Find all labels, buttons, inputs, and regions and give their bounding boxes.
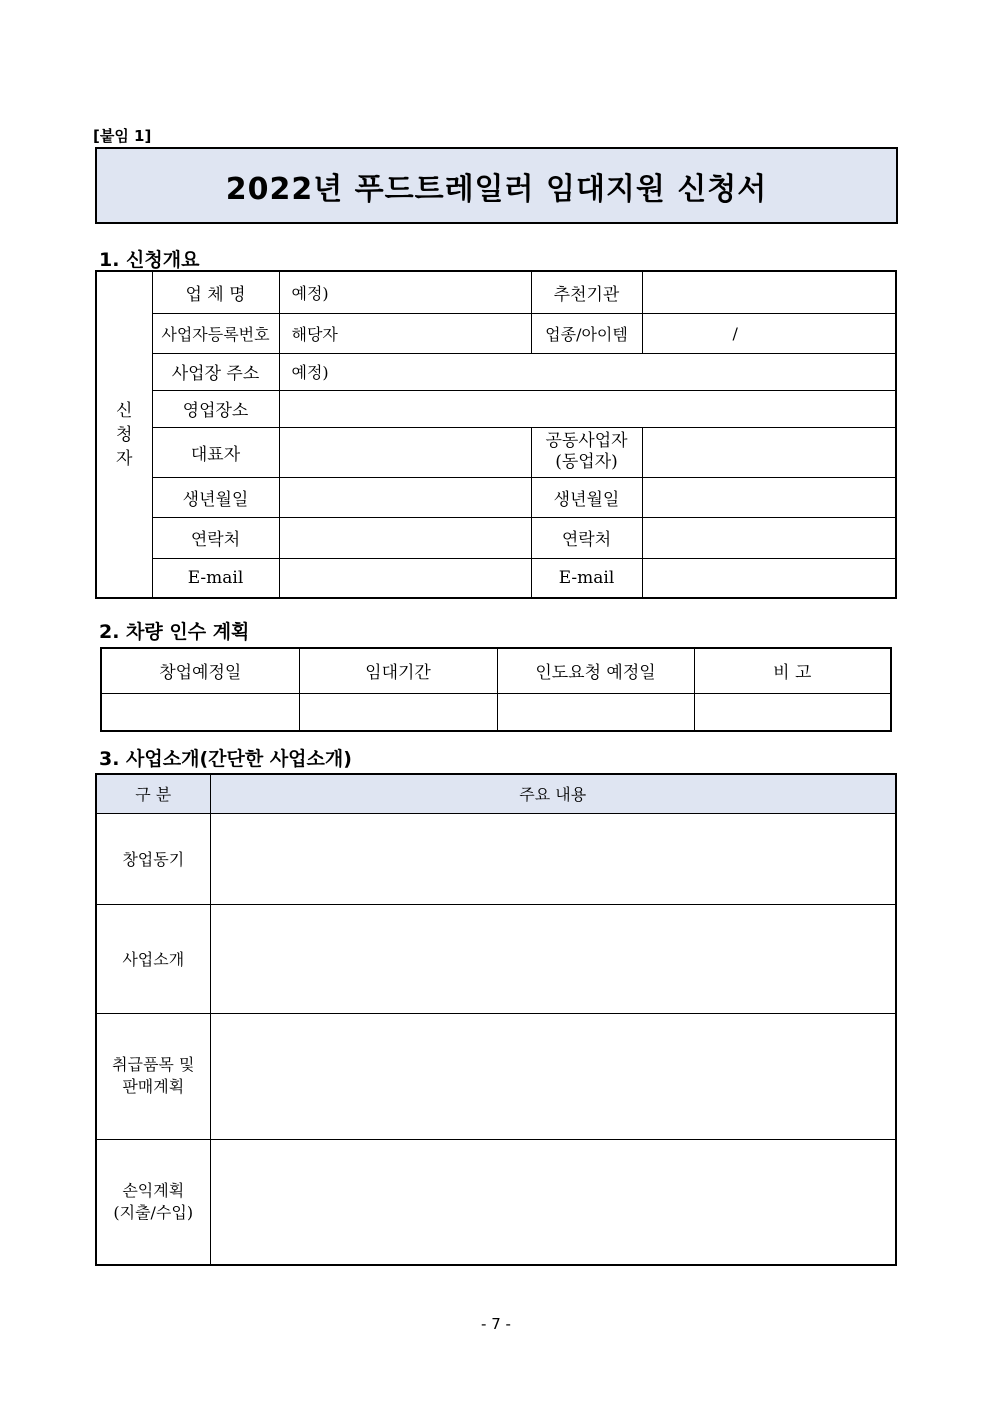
representative-label: 대표자 <box>152 427 279 477</box>
company-name-field[interactable]: 예정) <box>279 271 531 313</box>
joint-birthdate-field[interactable] <box>642 477 896 517</box>
joint-owner-field[interactable] <box>642 427 896 477</box>
form-title: 2022년 푸드트레일러 임대지원 신청서 <box>225 171 768 207</box>
joint-birthdate-label: 생년월일 <box>531 477 642 517</box>
col-remarks: 비 고 <box>694 648 891 693</box>
email-field[interactable] <box>279 558 531 598</box>
contact-label: 연락처 <box>152 517 279 558</box>
birthdate-label: 생년월일 <box>152 477 279 517</box>
applicant-side-label: 신 청 자 <box>96 271 152 598</box>
biz-reg-label: 사업자등록번호 <box>152 313 279 353</box>
col-startup-date: 창업예정일 <box>101 648 299 693</box>
remarks-field[interactable] <box>694 693 891 731</box>
col-main-content: 주요 내용 <box>210 774 896 813</box>
profit-loss-plan-field[interactable] <box>210 1139 896 1265</box>
recommender-label: 추천기관 <box>531 271 642 313</box>
startup-date-field[interactable] <box>101 693 299 731</box>
section3-heading: 3. 사업소개(간단한 사업소개) <box>99 748 352 770</box>
lease-period-field[interactable] <box>299 693 497 731</box>
col-category: 구 분 <box>96 774 210 813</box>
industry-label: 업종/아이템 <box>531 313 642 353</box>
col-lease-period: 임대기간 <box>299 648 497 693</box>
products-sales-plan-label: 취급품목 및 판매계획 <box>96 1013 210 1139</box>
motivation-label: 창업동기 <box>96 813 210 904</box>
industry-field[interactable]: / <box>642 313 896 353</box>
section1-heading: 1. 신청개요 <box>99 249 200 271</box>
company-name-label: 업 체 명 <box>152 271 279 313</box>
section2-heading: 2. 차량 인수 계획 <box>99 621 250 643</box>
joint-email-field[interactable] <box>642 558 896 598</box>
address-field[interactable]: 예정) <box>279 353 896 390</box>
biz-reg-field[interactable]: 해당자 <box>279 313 531 353</box>
contact-field[interactable] <box>279 517 531 558</box>
sales-place-label: 영업장소 <box>152 390 279 427</box>
products-sales-plan-field[interactable] <box>210 1013 896 1139</box>
business-intro-field[interactable] <box>210 904 896 1013</box>
vehicle-plan-table <box>100 647 892 732</box>
delivery-date-field[interactable] <box>497 693 694 731</box>
sales-place-field[interactable] <box>279 390 896 427</box>
applicant-overview-table <box>95 270 897 599</box>
form-title-box <box>95 147 898 224</box>
profit-loss-plan-label: 손익계획 (지출/수입) <box>96 1139 210 1265</box>
page-number: - 7 - <box>481 1315 511 1333</box>
attachment-label: [붙임 1] <box>93 127 152 145</box>
joint-contact-field[interactable] <box>642 517 896 558</box>
col-delivery-date: 인도요청 예정일 <box>497 648 694 693</box>
address-label: 사업장 주소 <box>152 353 279 390</box>
joint-owner-label: 공동사업자 (동업자) <box>531 427 642 477</box>
business-intro-label: 사업소개 <box>96 904 210 1013</box>
birthdate-field[interactable] <box>279 477 531 517</box>
joint-email-label: E-mail <box>531 558 642 598</box>
email-label: E-mail <box>152 558 279 598</box>
joint-contact-label: 연락처 <box>531 517 642 558</box>
representative-field[interactable] <box>279 427 531 477</box>
motivation-field[interactable] <box>210 813 896 904</box>
recommender-field[interactable] <box>642 271 896 313</box>
business-intro-table <box>95 773 897 1266</box>
